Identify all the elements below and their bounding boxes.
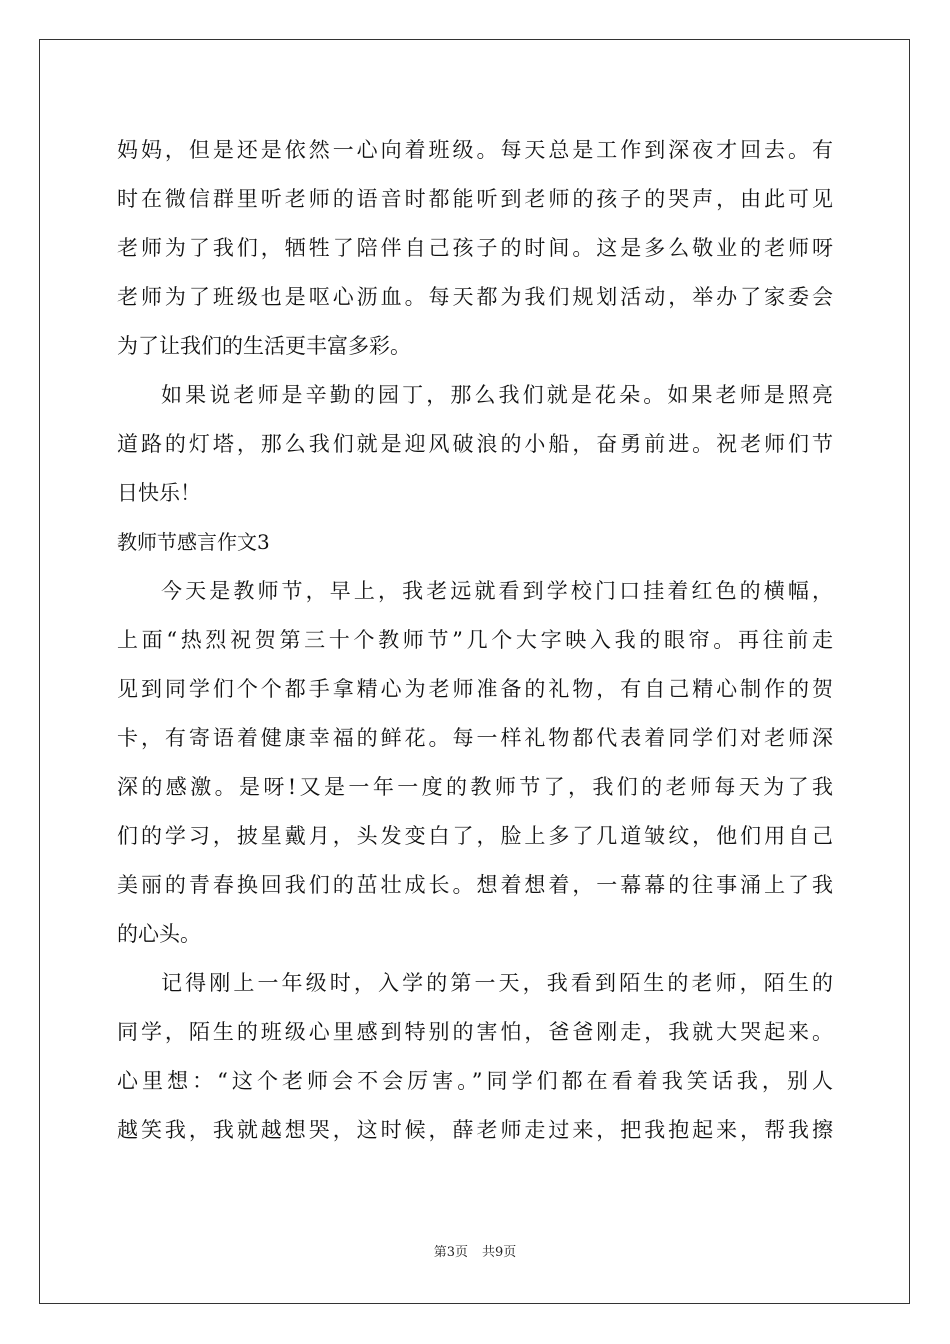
text-line: 道路的灯塔，那么我们就是迎风破浪的小船，奋勇前进。祝老师们节 <box>117 432 833 456</box>
text-line: 们的学习，披星戴月，头发变白了，脸上多了几道皱纹，他们用自己 <box>117 824 833 848</box>
text-line: 日快乐！ <box>117 481 201 505</box>
text-line: 老师为了班级也是呕心沥血。每天都为我们规划活动，举办了家委会 <box>117 285 833 309</box>
text-line: 同学，陌生的班级心里感到特别的害怕，爸爸刚走，我就大哭起来。 <box>117 1020 833 1044</box>
page-total: 共9页 <box>482 1245 517 1260</box>
text-line: 上面“热烈祝贺第三十个教师节”几个大字映入我的眼帘。再往前走 <box>117 628 833 652</box>
text-line: 老师为了我们，牺牲了陪伴自己孩子的时间。这是多么敬业的老师呀 <box>117 236 833 260</box>
text-line: 记得刚上一年级时，入学的第一天，我看到陌生的老师，陌生的 <box>161 971 833 995</box>
section-heading: 教师节感言作文3 <box>117 530 270 554</box>
text-line: 今天是教师节，早上，我老远就看到学校门口挂着红色的横幅， <box>161 579 833 603</box>
text-line: 为了让我们的生活更丰富多彩。 <box>117 334 411 358</box>
text-line: 时在微信群里听老师的语音时都能听到老师的孩子的哭声，由此可见 <box>117 187 833 211</box>
text-line: 妈妈，但是还是依然一心向着班级。每天总是工作到深夜才回去。有 <box>117 138 833 162</box>
text-line: 心里想：“这个老师会不会厉害。”同学们都在看着我笑话我，别人 <box>117 1069 833 1093</box>
page-number: 第3页 <box>433 1245 468 1260</box>
text-line: 深的感激。是呀!又是一年一度的教师节了，我们的老师每天为了我 <box>117 775 833 799</box>
text-line: 的心头。 <box>117 922 201 946</box>
text-line: 美丽的青春换回我们的茁壮成长。想着想着，一幕幕的往事涌上了我 <box>117 873 833 897</box>
page-footer <box>0 1244 950 1262</box>
text-line: 越笑我，我就越想哭，这时候，薛老师走过来，把我抱起来，帮我擦 <box>117 1118 833 1142</box>
document-body <box>117 126 833 1155</box>
text-line: 如果说老师是辛勤的园丁，那么我们就是花朵。如果老师是照亮 <box>161 383 833 407</box>
text-line: 见到同学们个个都手拿精心为老师准备的礼物，有自己精心制作的贺 <box>117 677 833 701</box>
text-line: 卡，有寄语着健康幸福的鲜花。每一样礼物都代表着同学们对老师深 <box>117 726 833 750</box>
